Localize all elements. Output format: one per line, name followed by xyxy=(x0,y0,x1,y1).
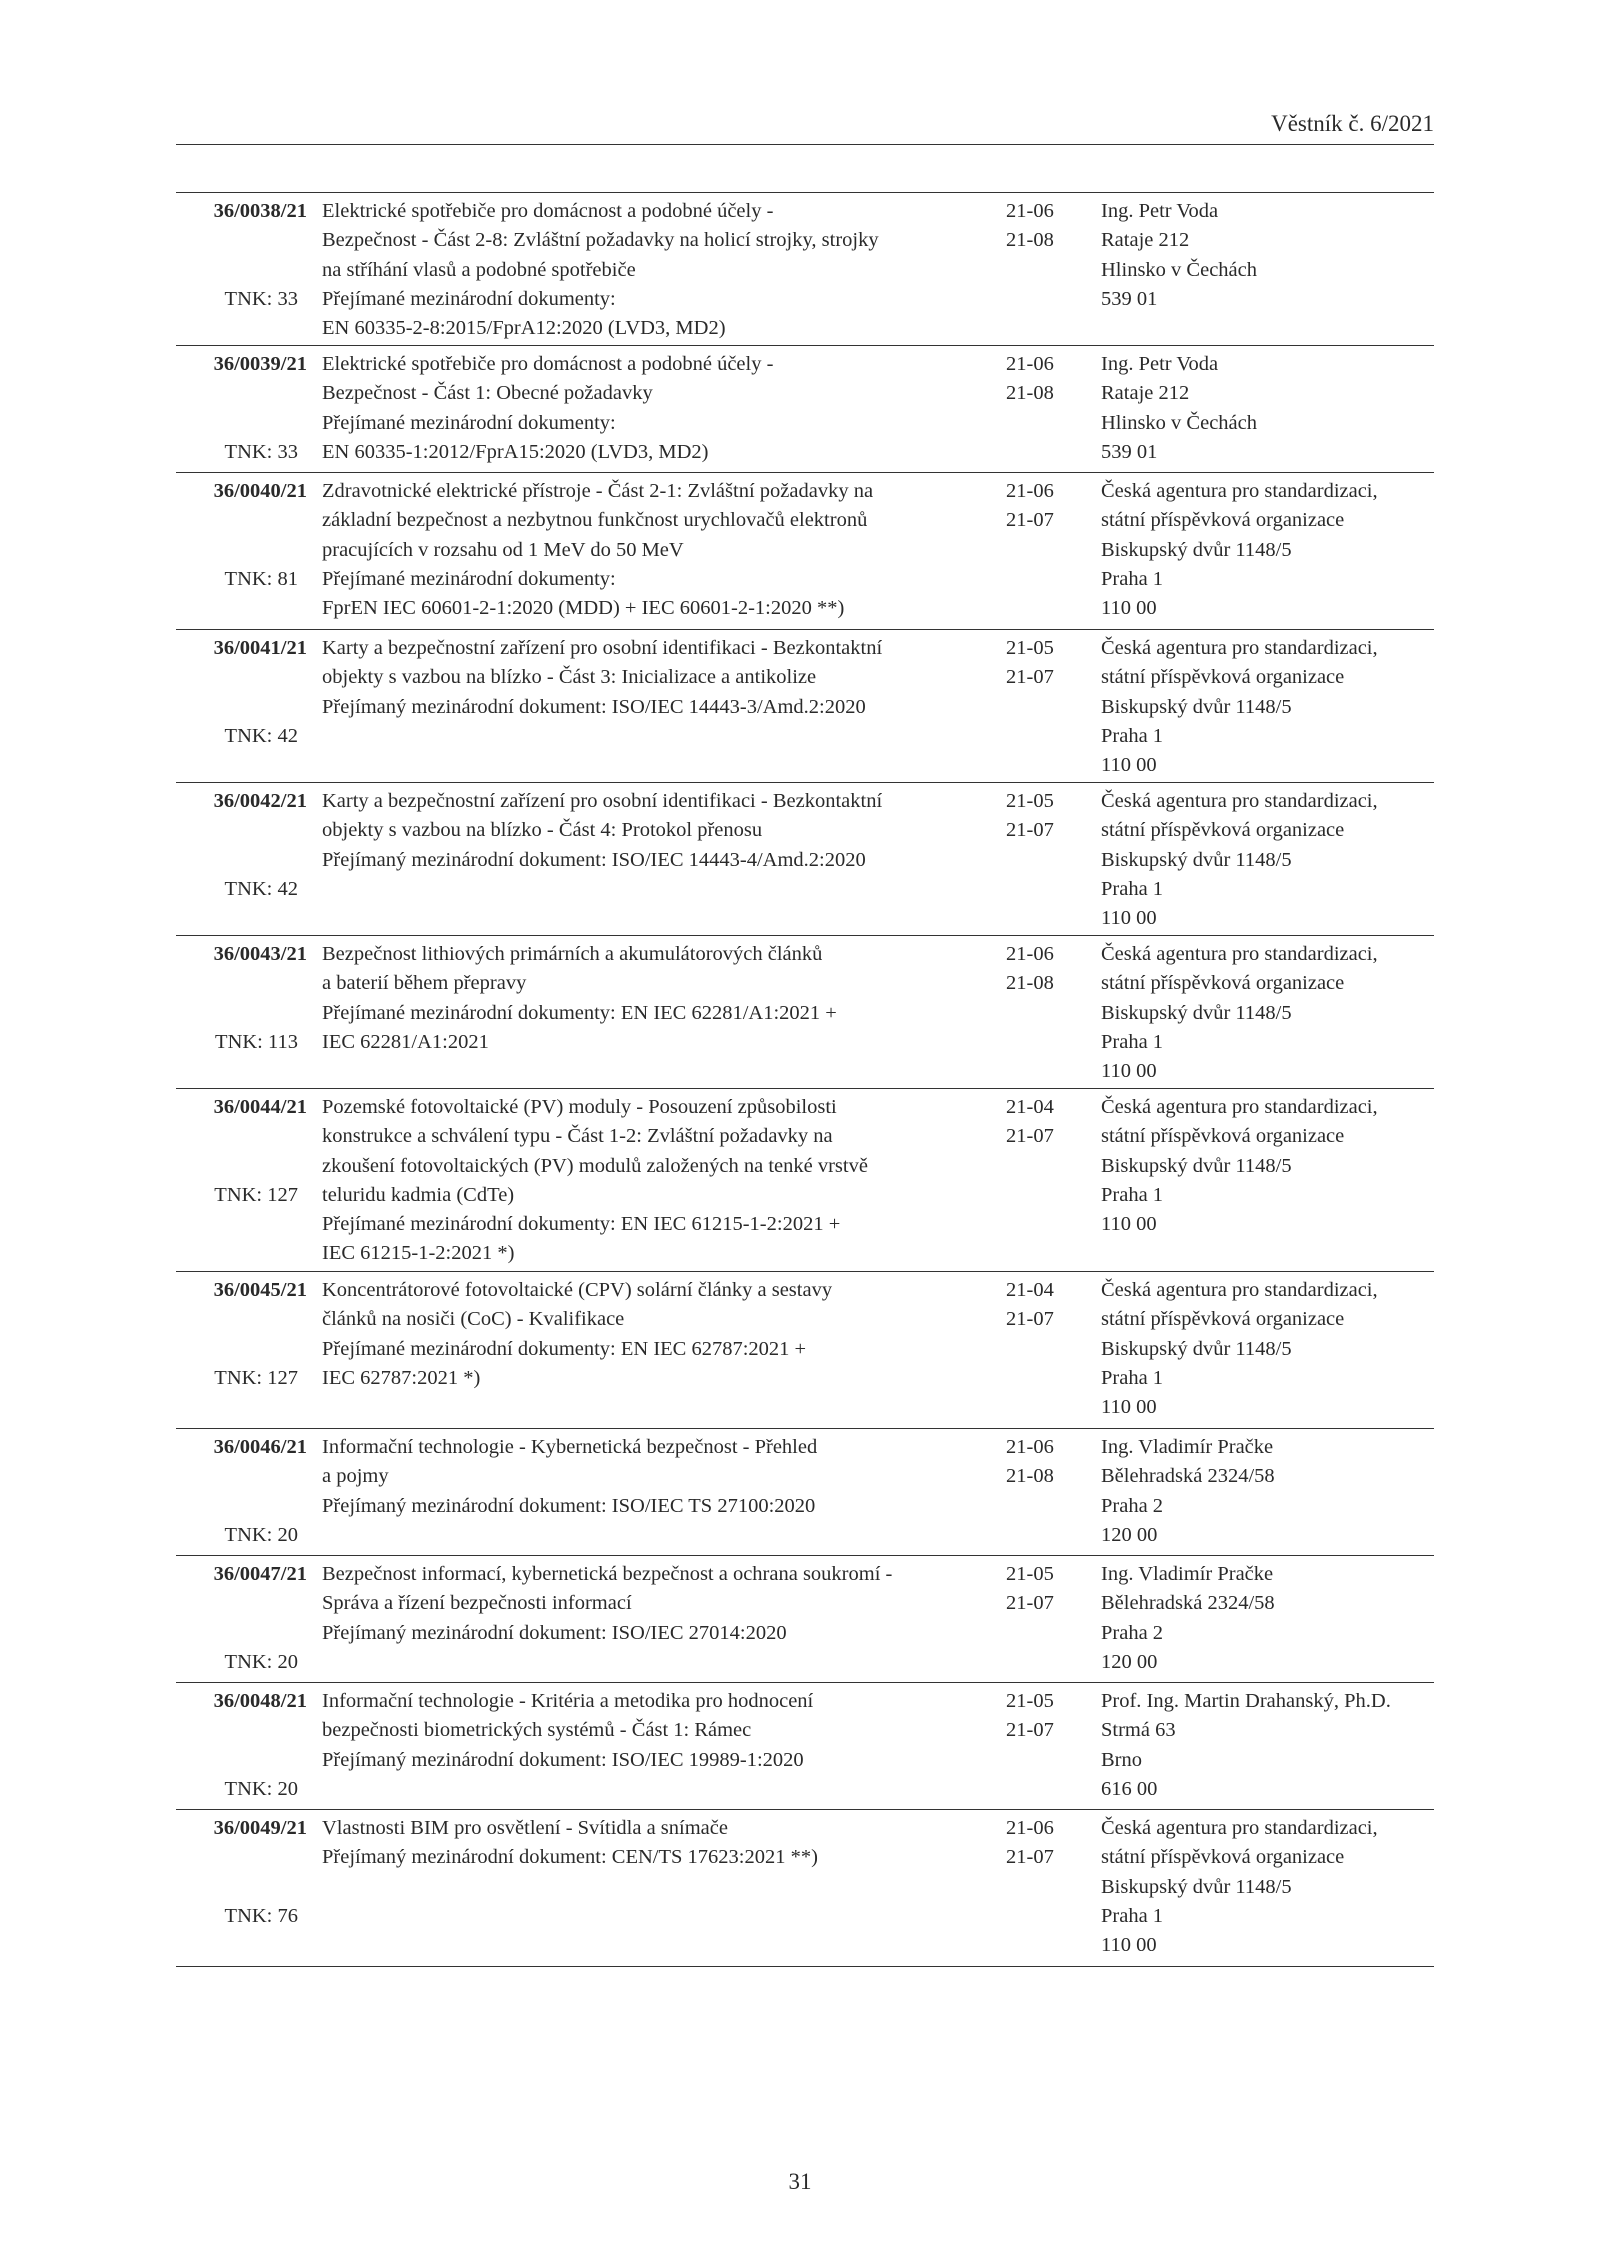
entry-title xyxy=(322,787,883,875)
entry-dates xyxy=(1006,1276,1076,1335)
contact-line: státní příspěvková organizace xyxy=(1101,972,1345,995)
end-date: 21-07 xyxy=(1006,1592,1054,1615)
page-number: 31 xyxy=(788,2169,812,2194)
title-line: a baterií během přepravy xyxy=(322,972,527,995)
start-date: 21-04 xyxy=(1006,1279,1054,1301)
contact-line: státní příspěvková organizace xyxy=(1101,509,1345,532)
entry-tnk: TNK: 113 xyxy=(215,1030,298,1053)
contact-line: Biskupský dvůr 1148/5 xyxy=(1101,1875,1292,1898)
entry-contact xyxy=(1101,1560,1441,1677)
start-date: 21-04 xyxy=(1006,1096,1054,1118)
entry-contact xyxy=(1101,1093,1441,1239)
contact-line: 110 00 xyxy=(1101,1060,1157,1083)
title-line: Karty a bezpečnostní zařízení pro osobní identifikaci - Bezkontaktní xyxy=(322,790,883,812)
contact-line: Biskupský dvůr 1148/5 xyxy=(1101,1337,1292,1360)
contact-line: 110 00 xyxy=(1101,907,1157,930)
contact-line: Praha 1 xyxy=(1101,877,1164,900)
end-date: 21-08 xyxy=(1006,1465,1054,1488)
entry-title xyxy=(322,1093,877,1269)
table-row xyxy=(176,936,1434,1089)
table-row xyxy=(176,1810,1434,1967)
contact-line: Biskupský dvůr 1148/5 xyxy=(1101,1001,1292,1024)
title-line: Informační technologie - Kybernetická bezpečnost - Přehled xyxy=(322,1436,818,1458)
contact-line: státní příspěvková organizace xyxy=(1101,1125,1345,1148)
entry-id: 36/0040/21 xyxy=(213,480,307,502)
start-date: 21-06 xyxy=(1006,1817,1054,1839)
start-date: 21-05 xyxy=(1006,637,1054,659)
title-line: článků na nosiči (CoC) - Kvalifikace xyxy=(322,1308,625,1331)
end-date: 21-07 xyxy=(1006,666,1054,689)
page-header xyxy=(176,110,1434,145)
contact-line: Praha 1 xyxy=(1101,1904,1164,1927)
entry-dates xyxy=(1006,940,1076,999)
contact-line: Praha 2 xyxy=(1101,1494,1164,1517)
entry-contact xyxy=(1101,197,1441,314)
title-line: IEC 61215-1-2:2021 *) xyxy=(322,1242,515,1265)
entry-dates xyxy=(1006,1560,1076,1619)
entry-id: 36/0044/21 xyxy=(213,1096,307,1118)
table-row xyxy=(176,1089,1434,1272)
contact-line: Biskupský dvůr 1148/5 xyxy=(1101,848,1292,871)
title-line: na stříhání vlasů a podobné spotřebiče xyxy=(322,258,636,281)
title-line: pracujících v rozsahu od 1 MeV do 50 MeV xyxy=(322,538,684,561)
entry-dates xyxy=(1006,1093,1076,1152)
entry-contact xyxy=(1101,787,1441,933)
entry-id: 36/0039/21 xyxy=(213,353,307,375)
start-date: 21-06 xyxy=(1006,480,1054,502)
contact-line: 110 00 xyxy=(1101,1934,1157,1957)
title-line: bezpečnosti biometrických systémů - Část 1: Rámec xyxy=(322,1719,752,1742)
table-row xyxy=(176,783,1434,936)
entry-title xyxy=(322,477,877,623)
entry-tnk: TNK: 76 xyxy=(224,1904,298,1927)
contact-line: Česká agentura pro standardizaci, xyxy=(1101,480,1378,502)
start-date: 21-06 xyxy=(1006,353,1054,375)
contact-line: Česká agentura pro standardizaci, xyxy=(1101,1096,1378,1118)
contact-line: 120 00 xyxy=(1101,1523,1158,1546)
entry-title xyxy=(322,634,883,722)
contact-line: Ing. Petr Voda xyxy=(1101,200,1219,222)
entry-id: 36/0041/21 xyxy=(213,637,307,659)
start-date: 21-06 xyxy=(1006,1436,1054,1458)
table-row xyxy=(176,630,1434,783)
contact-line: státní příspěvková organizace xyxy=(1101,819,1345,842)
contact-line: Česká agentura pro standardizaci, xyxy=(1101,943,1378,965)
entry-title xyxy=(322,197,877,343)
title-line: objekty s vazbou na blízko - Část 4: Protokol přenosu xyxy=(322,819,763,842)
contact-line: Česká agentura pro standardizaci, xyxy=(1101,790,1378,812)
contact-line: Bělehradská 2324/58 xyxy=(1101,1592,1275,1615)
entry-id: 36/0038/21 xyxy=(213,200,307,222)
title-line: Přejímané mezinárodní dokumenty: EN IEC 62787:2021 + xyxy=(322,1337,807,1360)
title-line: Přejímaný mezinárodní dokument: ISO/IEC 27014:2020 xyxy=(322,1621,787,1644)
entry-id: 36/0049/21 xyxy=(213,1817,307,1839)
contact-line: 616 00 xyxy=(1101,1777,1158,1800)
contact-line: 110 00 xyxy=(1101,1396,1157,1419)
contact-line: Praha 1 xyxy=(1101,1366,1164,1389)
contact-line: Praha 1 xyxy=(1101,1030,1164,1053)
contact-line: Praha 2 xyxy=(1101,1621,1164,1644)
contact-line: Biskupský dvůr 1148/5 xyxy=(1101,1154,1292,1177)
contact-line: Ing. Vladimír Pračke xyxy=(1101,1563,1274,1585)
entry-tnk: TNK: 20 xyxy=(224,1650,298,1673)
entry-contact xyxy=(1101,1276,1441,1422)
contact-line: Prof. Ing. Martin Drahanský, Ph.D. xyxy=(1101,1690,1391,1712)
table-row xyxy=(176,473,1434,630)
end-date: 21-07 xyxy=(1006,1719,1054,1742)
title-line: EN 60335-1:2012/FprA15:2020 (LVD3, MD2) xyxy=(322,440,709,463)
entry-contact xyxy=(1101,940,1441,1086)
title-line: Přejímané mezinárodní dokumenty: EN IEC 62281/A1:2021 + xyxy=(322,1001,837,1024)
entry-tnk: TNK: 33 xyxy=(224,440,298,463)
entry-dates xyxy=(1006,1814,1076,1873)
contact-line: Biskupský dvůr 1148/5 xyxy=(1101,695,1292,718)
contact-line: Ing. Vladimír Pračke xyxy=(1101,1436,1274,1458)
entry-title xyxy=(322,1687,877,1775)
contact-line: Česká agentura pro standardizaci, xyxy=(1101,637,1378,659)
title-line: IEC 62281/A1:2021 xyxy=(322,1030,489,1053)
entry-tnk: TNK: 33 xyxy=(224,287,298,310)
end-date: 21-07 xyxy=(1006,509,1054,532)
entry-tnk: TNK: 127 xyxy=(214,1183,298,1206)
entry-dates xyxy=(1006,197,1076,256)
contact-line: Rataje 212 xyxy=(1101,229,1190,252)
entry-contact xyxy=(1101,1433,1441,1550)
bulletin-title: Věstník č. 6/2021 xyxy=(1271,111,1434,136)
entry-tnk: TNK: 20 xyxy=(224,1777,298,1800)
entry-title xyxy=(322,350,877,467)
table-row xyxy=(176,1556,1434,1683)
contact-line: Praha 1 xyxy=(1101,724,1164,747)
title-line: Vlastnosti BIM pro osvětlení - Svítidla a snímače xyxy=(322,1817,728,1839)
entry-id: 36/0042/21 xyxy=(213,790,307,812)
title-line: FprEN IEC 60601-2-1:2020 (MDD) + IEC 60601-2-1:2020 **) xyxy=(322,597,845,620)
title-line: IEC 62787:2021 *) xyxy=(322,1366,481,1389)
title-line: Bezpečnost lithiových primárních a akumulátorových článků xyxy=(322,943,823,965)
title-line: Přejímaný mezinárodní dokument: ISO/IEC 14443-3/Amd.2:2020 xyxy=(322,695,866,718)
title-line: Přejímaný mezinárodní dokument: ISO/IEC TS 27100:2020 xyxy=(322,1494,816,1517)
contact-line: Rataje 212 xyxy=(1101,382,1190,405)
entry-title xyxy=(322,1433,877,1521)
entry-dates xyxy=(1006,1433,1076,1492)
end-date: 21-07 xyxy=(1006,1846,1054,1869)
entry-contact xyxy=(1101,350,1441,467)
contact-line: státní příspěvková organizace xyxy=(1101,666,1345,689)
entry-dates xyxy=(1006,350,1076,409)
entry-id: 36/0043/21 xyxy=(213,943,307,965)
entry-dates xyxy=(1006,1687,1076,1746)
contact-line: Praha 1 xyxy=(1101,567,1164,590)
contact-line: Strmá 63 xyxy=(1101,1719,1176,1742)
contact-line: Praha 1 xyxy=(1101,1183,1164,1206)
title-line: Bezpečnost - Část 2-8: Zvláštní požadavky na holicí strojky, strojky xyxy=(322,229,879,252)
title-line: Elektrické spotřebiče pro domácnost a podobné účely - xyxy=(322,353,774,375)
entry-title xyxy=(322,1276,877,1393)
end-date: 21-08 xyxy=(1006,229,1054,252)
entry-dates xyxy=(1006,787,1076,846)
standards-table xyxy=(176,192,1434,1967)
start-date: 21-05 xyxy=(1006,790,1054,812)
table-row xyxy=(176,1272,1434,1429)
table-row xyxy=(176,1683,1434,1810)
title-line: Přejímané mezinárodní dokumenty: EN IEC 61215-1-2:2021 + xyxy=(322,1213,841,1236)
table-row xyxy=(176,1429,1434,1556)
title-line: Karty a bezpečnostní zařízení pro osobní identifikaci - Bezkontaktní xyxy=(322,637,883,659)
start-date: 21-06 xyxy=(1006,943,1054,965)
title-line: Pozemské fotovoltaické (PV) moduly - Posouzení způsobilosti xyxy=(322,1096,837,1118)
contact-line: 110 00 xyxy=(1101,754,1157,777)
title-line: zkoušení fotovoltaických (PV) modulů založených na tenké vrstvě xyxy=(322,1154,868,1177)
title-line: objekty s vazbou na blízko - Část 3: Inicializace a antikolize xyxy=(322,666,817,689)
contact-line: 110 00 xyxy=(1101,597,1157,620)
table-row xyxy=(176,193,1434,346)
title-line: Elektrické spotřebiče pro domácnost a podobné účely - xyxy=(322,200,774,222)
contact-line: 539 01 xyxy=(1101,440,1158,463)
contact-line: Ing. Petr Voda xyxy=(1101,353,1219,375)
title-line: Přejímané mezinárodní dokumenty: xyxy=(322,567,616,590)
entry-id: 36/0046/21 xyxy=(213,1436,307,1458)
entry-contact xyxy=(1101,477,1441,623)
entry-tnk: TNK: 42 xyxy=(224,724,298,747)
entry-id: 36/0048/21 xyxy=(213,1690,307,1712)
contact-line: Česká agentura pro standardizaci, xyxy=(1101,1817,1378,1839)
contact-line: Hlinsko v Čechách xyxy=(1101,258,1257,281)
contact-line: Hlinsko v Čechách xyxy=(1101,411,1257,434)
contact-line: Biskupský dvůr 1148/5 xyxy=(1101,538,1292,561)
entry-dates xyxy=(1006,634,1076,693)
title-line: Přejímaný mezinárodní dokument: CEN/TS 17623:2021 **) xyxy=(322,1846,818,1869)
end-date: 21-08 xyxy=(1006,382,1054,405)
contact-line: 539 01 xyxy=(1101,287,1158,310)
contact-line: Bělehradská 2324/58 xyxy=(1101,1465,1275,1488)
end-date: 21-08 xyxy=(1006,972,1054,995)
title-line: a pojmy xyxy=(322,1465,389,1488)
contact-line: Česká agentura pro standardizaci, xyxy=(1101,1279,1378,1301)
title-line: základní bezpečnost a nezbytnou funkčnost urychlovačů elektronů xyxy=(322,509,868,532)
title-line: Bezpečnost - Část 1: Obecné požadavky xyxy=(322,382,653,405)
start-date: 21-06 xyxy=(1006,200,1054,222)
title-line: Přejímaný mezinárodní dokument: ISO/IEC 19989-1:2020 xyxy=(322,1748,804,1771)
entry-contact xyxy=(1101,634,1441,780)
entry-title xyxy=(322,940,877,1057)
entry-contact xyxy=(1101,1814,1441,1960)
title-line: Přejímané mezinárodní dokumenty: xyxy=(322,411,616,434)
entry-id: 36/0047/21 xyxy=(213,1563,307,1585)
title-line: Bezpečnost informací, kybernetická bezpečnost a ochrana soukromí - xyxy=(322,1563,893,1585)
entry-title xyxy=(322,1814,877,1873)
entry-tnk: TNK: 127 xyxy=(214,1366,298,1389)
contact-line: 110 00 xyxy=(1101,1213,1157,1236)
entry-tnk: TNK: 20 xyxy=(224,1523,298,1546)
title-line: teluridu kadmia (CdTe) xyxy=(322,1183,515,1206)
end-date: 21-07 xyxy=(1006,1125,1054,1148)
entry-id: 36/0045/21 xyxy=(213,1279,307,1301)
contact-line: Brno xyxy=(1101,1748,1142,1771)
start-date: 21-05 xyxy=(1006,1563,1054,1585)
table-row xyxy=(176,346,1434,473)
title-line: Správa a řízení bezpečnosti informací xyxy=(322,1592,632,1615)
entry-tnk: TNK: 81 xyxy=(224,567,298,590)
title-line: konstrukce a schválení typu - Část 1-2: Zvláštní požadavky na xyxy=(322,1125,833,1148)
end-date: 21-07 xyxy=(1006,1308,1054,1331)
entry-title xyxy=(322,1560,893,1648)
title-line: EN 60335-2-8:2015/FprA12:2020 (LVD3, MD2) xyxy=(322,317,726,340)
contact-line: 120 00 xyxy=(1101,1650,1158,1673)
start-date: 21-05 xyxy=(1006,1690,1054,1712)
entry-tnk: TNK: 42 xyxy=(224,877,298,900)
title-line: Zdravotnické elektrické přístroje - Část 2-1: Zvláštní požadavky na xyxy=(322,480,874,502)
title-line: Informační technologie - Kritéria a metodika pro hodnocení xyxy=(322,1690,814,1712)
title-line: Koncentrátorové fotovoltaické (CPV) solární články a sestavy xyxy=(322,1279,833,1301)
entry-contact xyxy=(1101,1687,1441,1804)
entry-dates xyxy=(1006,477,1076,536)
contact-line: státní příspěvková organizace xyxy=(1101,1308,1345,1331)
end-date: 21-07 xyxy=(1006,819,1054,842)
contact-line: státní příspěvková organizace xyxy=(1101,1846,1345,1869)
title-line: Přejímaný mezinárodní dokument: ISO/IEC 14443-4/Amd.2:2020 xyxy=(322,848,866,871)
title-line: Přejímané mezinárodní dokumenty: xyxy=(322,287,616,310)
